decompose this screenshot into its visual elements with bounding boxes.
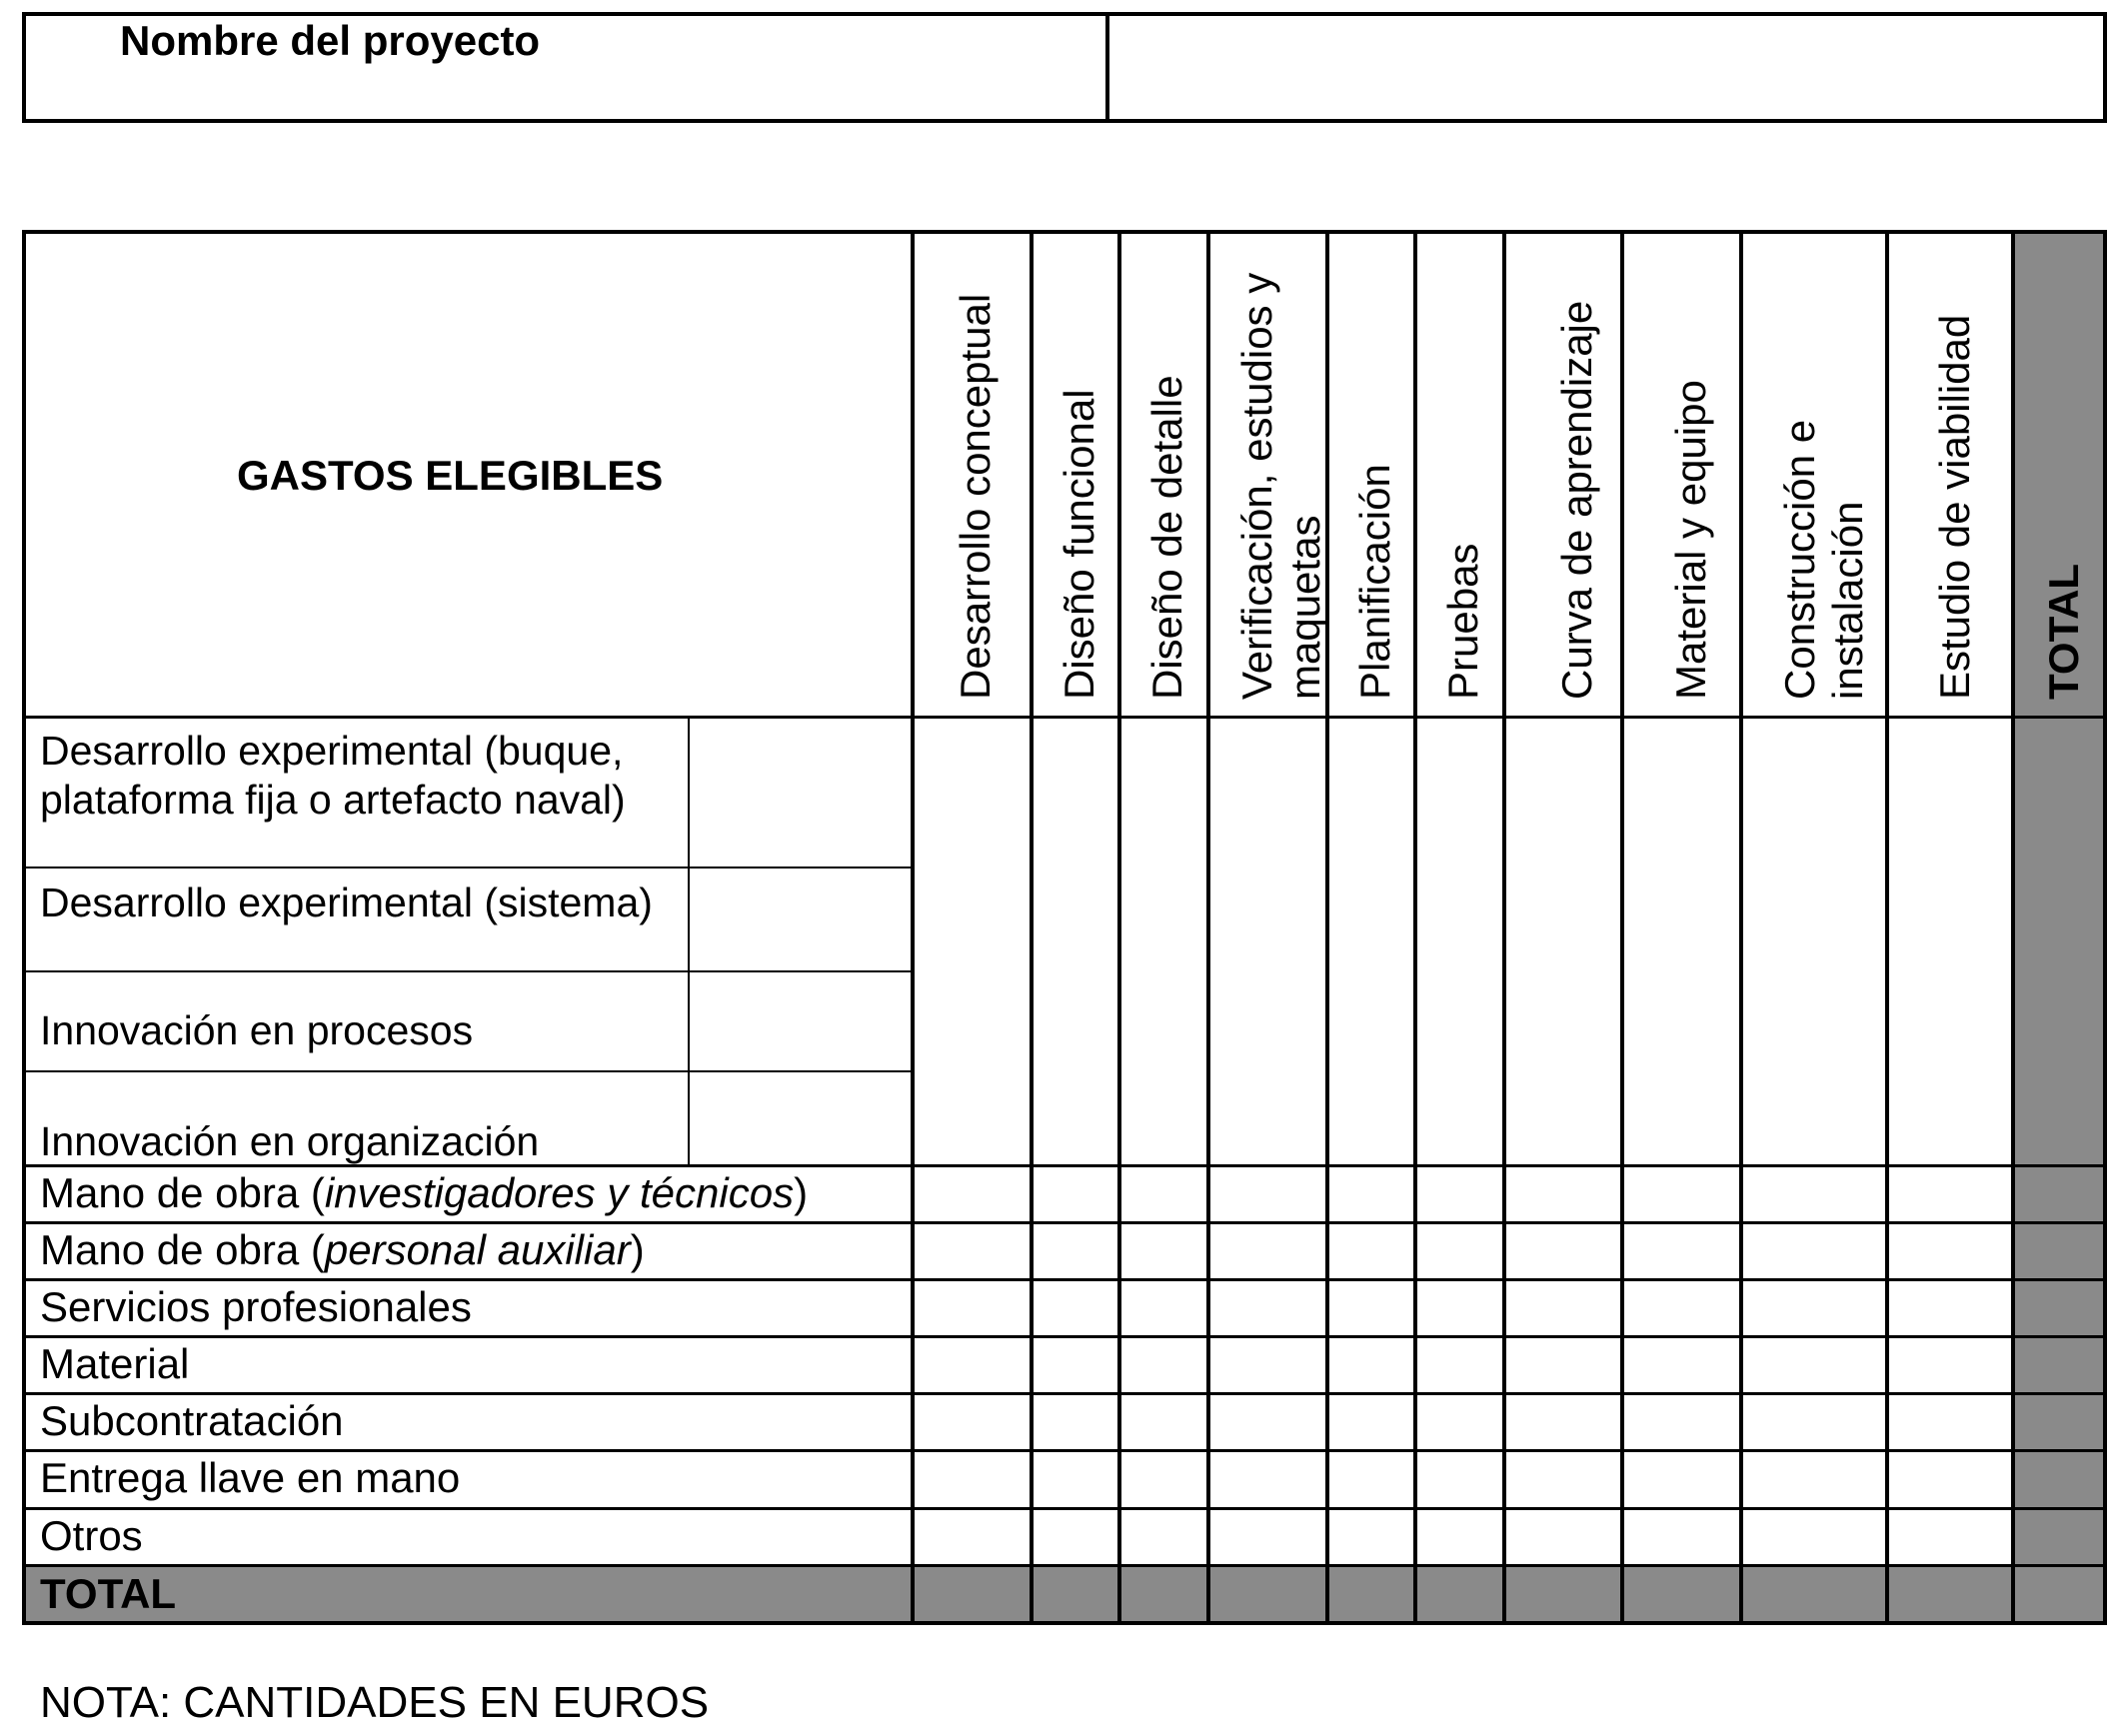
amount-cell[interactable] bbox=[1034, 1167, 1117, 1221]
amount-cell[interactable] bbox=[1743, 1452, 1885, 1507]
amount-cell[interactable] bbox=[1743, 1510, 1885, 1564]
amount-cell[interactable] bbox=[1624, 1452, 1739, 1507]
total-row-label: TOTAL bbox=[40, 1570, 177, 1617]
amount-cell[interactable] bbox=[1329, 1224, 1413, 1278]
amount-cell[interactable] bbox=[1743, 1338, 1885, 1392]
border bbox=[2103, 12, 2107, 123]
column-header-label: Curva de aprendizaje bbox=[1553, 300, 1600, 700]
column-header-label: Pruebas bbox=[1439, 543, 1486, 700]
activity-code-cell[interactable] bbox=[690, 972, 911, 1070]
expense-row-italic: investigadores y técnicos bbox=[324, 1169, 795, 1216]
amount-cell[interactable] bbox=[1506, 1452, 1620, 1507]
activity-row-label: Desarrollo experimental (buque, plataforma fija o artefacto naval) bbox=[40, 728, 626, 823]
amount-cell[interactable] bbox=[1210, 1510, 1325, 1564]
table-header-label: GASTOS ELEGIBLES bbox=[237, 452, 664, 499]
total-row-shading bbox=[22, 1564, 2107, 1621]
expense-row-text: Otros bbox=[40, 1512, 143, 1559]
amount-cell[interactable] bbox=[2015, 1338, 2103, 1392]
column-header-label: TOTAL bbox=[2040, 563, 2087, 700]
amount-cell[interactable] bbox=[1624, 1167, 1739, 1221]
amount-cell[interactable] bbox=[1889, 1338, 2011, 1392]
activity-amount-cell[interactable] bbox=[1210, 719, 1325, 1164]
activity-row-label: Innovación en procesos bbox=[40, 1007, 474, 1053]
grid-line bbox=[22, 1564, 2107, 1567]
expense-row-text: Mano de obra ( bbox=[40, 1226, 325, 1273]
amount-cell[interactable] bbox=[2015, 1167, 2103, 1221]
amount-cell[interactable] bbox=[1417, 1452, 1502, 1507]
amount-cell[interactable] bbox=[1329, 1281, 1413, 1335]
amount-cell[interactable] bbox=[1034, 1510, 1117, 1564]
expense-row-label bbox=[40, 1169, 809, 1216]
amount-cell[interactable] bbox=[1210, 1395, 1325, 1449]
column-header-label: Desarrollo conceptual bbox=[952, 293, 999, 700]
activity-row-label: Desarrollo experimental (sistema) bbox=[40, 879, 653, 925]
amount-cell[interactable] bbox=[1034, 1338, 1117, 1392]
expense-row-suffix: ) bbox=[630, 1226, 645, 1273]
amount-cell[interactable] bbox=[1417, 1167, 1502, 1221]
amount-cell[interactable] bbox=[1417, 1224, 1502, 1278]
amount-cell[interactable] bbox=[1506, 1510, 1620, 1564]
amount-cell[interactable] bbox=[2015, 1395, 2103, 1449]
amount-cell[interactable] bbox=[1743, 1167, 1885, 1221]
activity-amount-cell[interactable] bbox=[915, 719, 1030, 1164]
amount-cell[interactable] bbox=[1329, 1510, 1413, 1564]
project-name-label: Nombre del proyecto bbox=[120, 17, 541, 64]
amount-cell[interactable] bbox=[1121, 1167, 1206, 1221]
border bbox=[1105, 12, 1109, 123]
expense-row-text: Material bbox=[40, 1340, 190, 1387]
amount-cell[interactable] bbox=[1121, 1281, 1206, 1335]
activity-amount-cell[interactable] bbox=[1034, 719, 1117, 1164]
column-header-label: Construcción e instalación bbox=[1776, 419, 1872, 700]
amount-cell[interactable] bbox=[1417, 1510, 1502, 1564]
amount-cell[interactable] bbox=[915, 1281, 1030, 1335]
expense-row-text: Subcontratación bbox=[40, 1397, 344, 1444]
amount-cell[interactable] bbox=[1624, 1338, 1739, 1392]
amount-cell[interactable] bbox=[1743, 1395, 1885, 1449]
activity-amount-cell[interactable] bbox=[1624, 719, 1739, 1164]
amount-cell[interactable] bbox=[1506, 1395, 1620, 1449]
expense-row-label bbox=[40, 1512, 143, 1559]
amount-cell[interactable] bbox=[1329, 1452, 1413, 1507]
activity-amount-cell[interactable] bbox=[1889, 719, 2011, 1164]
expense-row-label bbox=[40, 1283, 472, 1330]
amount-cell[interactable] bbox=[1889, 1395, 2011, 1449]
amount-cell[interactable] bbox=[915, 1510, 1030, 1564]
amount-cell[interactable] bbox=[1329, 1338, 1413, 1392]
activity-amount-cell[interactable] bbox=[1743, 719, 1885, 1164]
amount-cell[interactable] bbox=[1889, 1224, 2011, 1278]
amount-cell[interactable] bbox=[1329, 1167, 1413, 1221]
column-header-label: Verificación, estudios y maquetas bbox=[1233, 272, 1329, 700]
amount-cell[interactable] bbox=[1121, 1395, 1206, 1449]
grid-line bbox=[2103, 230, 2107, 1625]
column-header-label: Estudio de viabilidad bbox=[1931, 314, 1978, 700]
amount-cell[interactable] bbox=[1889, 1281, 2011, 1335]
amount-cell[interactable] bbox=[1034, 1452, 1117, 1507]
activity-code-cell[interactable] bbox=[690, 1072, 911, 1164]
amount-cell[interactable] bbox=[1329, 1395, 1413, 1449]
amount-cell[interactable] bbox=[1121, 1224, 1206, 1278]
amount-cell[interactable] bbox=[1210, 1452, 1325, 1507]
expense-row-suffix: ) bbox=[794, 1169, 809, 1216]
border bbox=[22, 12, 26, 123]
amount-cell[interactable] bbox=[1506, 1167, 1620, 1221]
amount-cell[interactable] bbox=[1210, 1167, 1325, 1221]
expense-row-label bbox=[40, 1226, 645, 1273]
activity-amount-cell[interactable] bbox=[1506, 719, 1620, 1164]
amount-cell[interactable] bbox=[1889, 1452, 2011, 1507]
grid-line bbox=[22, 1621, 2107, 1625]
column-header-label: Material y equipo bbox=[1667, 380, 1714, 700]
expense-row-text: Mano de obra ( bbox=[40, 1169, 325, 1216]
note-text: NOTA: CANTIDADES EN EUROS bbox=[40, 1678, 710, 1727]
amount-cell[interactable] bbox=[1121, 1452, 1206, 1507]
border bbox=[22, 119, 2107, 123]
amount-cell[interactable] bbox=[1417, 1281, 1502, 1335]
border bbox=[22, 12, 2107, 16]
amount-cell[interactable] bbox=[1889, 1167, 2011, 1221]
amount-cell[interactable] bbox=[1624, 1395, 1739, 1449]
amount-cell[interactable] bbox=[1034, 1281, 1117, 1335]
activity-amount-cell[interactable] bbox=[1417, 719, 1502, 1164]
activity-amount-cell[interactable] bbox=[1329, 719, 1413, 1164]
amount-cell[interactable] bbox=[1889, 1510, 2011, 1564]
amount-cell[interactable] bbox=[1034, 1224, 1117, 1278]
amount-cell[interactable] bbox=[1624, 1224, 1739, 1278]
amount-cell[interactable] bbox=[915, 1167, 1030, 1221]
activity-code-cell[interactable] bbox=[690, 719, 911, 867]
column-header-label: Diseño funcional bbox=[1056, 389, 1102, 700]
expense-row-italic: personal auxiliar bbox=[324, 1226, 631, 1273]
amount-cell[interactable] bbox=[915, 1452, 1030, 1507]
activity-code-cell[interactable] bbox=[690, 868, 911, 970]
activity-row-label: Innovación en organización bbox=[40, 1118, 540, 1164]
amount-cell[interactable] bbox=[1506, 1281, 1620, 1335]
expense-row-text: Servicios profesionales bbox=[40, 1283, 472, 1330]
amount-cell[interactable] bbox=[1121, 1338, 1206, 1392]
expense-row-text: Entrega llave en mano bbox=[40, 1454, 461, 1501]
amount-cell[interactable] bbox=[1210, 1281, 1325, 1335]
amount-cell[interactable] bbox=[1624, 1281, 1739, 1335]
grid-line bbox=[22, 230, 2107, 234]
amount-cell[interactable] bbox=[1506, 1224, 1620, 1278]
amount-cell[interactable] bbox=[1743, 1224, 1885, 1278]
amount-cell[interactable] bbox=[1624, 1510, 1739, 1564]
column-header-label: Planificación bbox=[1351, 464, 1398, 700]
grid-line bbox=[22, 230, 26, 1625]
amount-cell[interactable] bbox=[915, 1338, 1030, 1392]
amount-cell[interactable] bbox=[2015, 1224, 2103, 1278]
amount-cell[interactable] bbox=[1417, 1395, 1502, 1449]
amount-cell[interactable] bbox=[1210, 1338, 1325, 1392]
amount-cell[interactable] bbox=[915, 1395, 1030, 1449]
expense-row-label bbox=[40, 1340, 190, 1387]
amount-cell[interactable] bbox=[2015, 1452, 2103, 1507]
amount-cell[interactable] bbox=[1417, 1338, 1502, 1392]
amount-cell[interactable] bbox=[1506, 1338, 1620, 1392]
amount-cell[interactable] bbox=[2015, 1281, 2103, 1335]
amount-cell[interactable] bbox=[1743, 1281, 1885, 1335]
amount-cell[interactable] bbox=[1210, 1224, 1325, 1278]
expense-row-label bbox=[40, 1454, 461, 1501]
amount-cell[interactable] bbox=[915, 1224, 1030, 1278]
amount-cell[interactable] bbox=[1121, 1510, 1206, 1564]
amount-cell[interactable] bbox=[2015, 1510, 2103, 1564]
column-header-label: Diseño de detalle bbox=[1143, 375, 1190, 700]
amount-cell[interactable] bbox=[1034, 1395, 1117, 1449]
activity-amount-cell[interactable] bbox=[1121, 719, 1206, 1164]
expense-row-label bbox=[40, 1397, 344, 1444]
